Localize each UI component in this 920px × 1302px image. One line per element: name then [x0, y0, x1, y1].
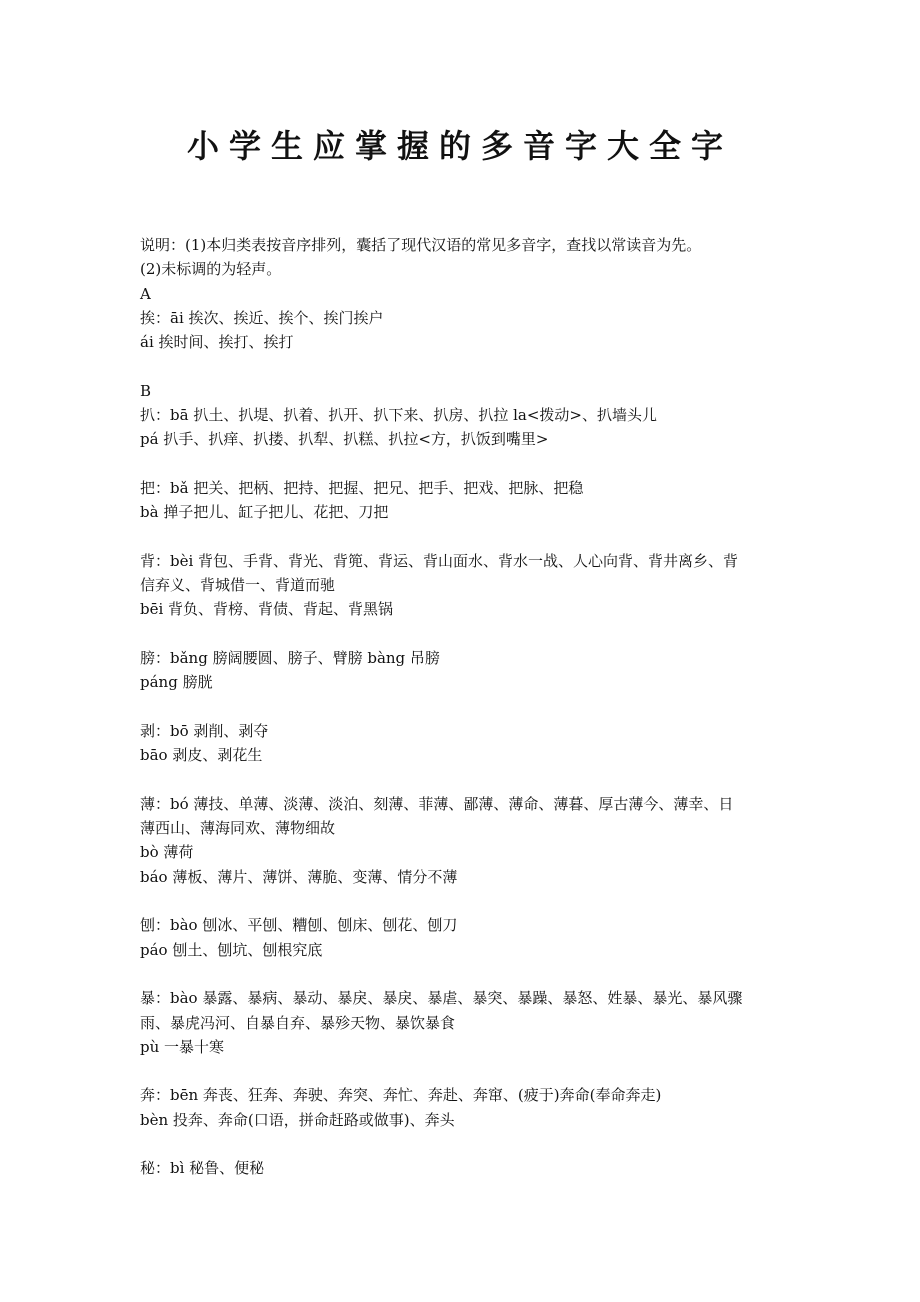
entry-line: pá 扒手、扒痒、扒搂、扒犁、扒糕、扒拉<方，扒饭到嘴里>	[140, 430, 549, 449]
entry-line: bèn 投奔、奔命(口语，拼命赶路或做事)、奔头	[140, 1110, 455, 1129]
entry-line: 薄：bó 薄技、单薄、淡薄、淡泊、刻薄、菲薄、鄙薄、薄命、薄暮、厚古薄今、薄幸、日	[140, 794, 734, 813]
entry-line: 奔：bēn 奔丧、狂奔、奔驶、奔突、奔忙、奔赴、奔窜、(疲于)奔命(奉命奔走)	[140, 1086, 662, 1105]
spacer	[140, 622, 800, 646]
entry-line: 挨：āi 挨次、挨近、挨个、挨门挨户	[140, 308, 384, 327]
section-letter-b: B	[140, 381, 152, 400]
spacer	[140, 1059, 800, 1083]
spacer	[140, 768, 800, 792]
entry-line: pù 一暴十寒	[140, 1037, 225, 1056]
entry-line: 信弃义、背城借一、背道而驰	[140, 576, 336, 595]
entry-line: bò 薄荷	[140, 843, 194, 862]
entry-line: 暴：bào 暴露、暴病、暴动、暴戾、暴戾、暴虐、暴突、暴躁、暴怒、姓暴、暴光、暴风骤	[140, 989, 743, 1008]
spacer	[140, 962, 800, 986]
entry-line: bà 掸子把儿、缸子把儿、花把、刀把	[140, 503, 389, 522]
spacer	[140, 452, 800, 476]
entry-line: ái 挨时间、挨打、挨打	[140, 333, 294, 352]
entry-line: 膀：bǎng 膀阔腰圆、膀子、臂膀 bàng 吊膀	[140, 649, 440, 668]
entry-line: bēi 背负、背榜、背债、背起、背黑锅	[140, 600, 394, 619]
entry-line: 薄西山、薄海同欢、薄物细故	[140, 819, 336, 838]
entry-line: 剥：bō 剥削、剥夺	[140, 721, 269, 740]
spacer	[140, 525, 800, 549]
entry-line: 秘：bì 秘鲁、便秘	[140, 1159, 265, 1178]
entry-line: 雨、暴虎冯河、自暴自弃、暴殄天物、暴饮暴食	[140, 1013, 456, 1032]
spacer	[140, 695, 800, 719]
spacer	[140, 889, 800, 913]
page-title: 小学生应掌握的多音字大全字	[186, 127, 733, 165]
intro-line: (2)未标调的为轻声。	[140, 260, 282, 279]
spacer	[140, 354, 800, 378]
entry-line: bāo 剥皮、剥花生	[140, 746, 263, 765]
entry-line: báo 薄板、薄片、薄饼、薄脆、变薄、情分不薄	[140, 867, 458, 886]
entry-line: 把：bǎ 把关、把柄、把持、把握、把兄、把手、把戏、把脉、把稳	[140, 478, 584, 497]
document-body	[140, 233, 800, 1181]
entry-line: páo 刨土、刨坑、刨根究底	[140, 940, 323, 959]
intro-line: 说明：(1)本归类表按音序排列，囊括了现代汉语的常见多音字，查找以常读音为先。	[140, 236, 702, 254]
spacer	[140, 1132, 800, 1156]
entry-line: 背：bèi 背包、手背、背光、背篼、背运、背山面水、背水一战、人心向背、背井离乡、背	[140, 551, 739, 570]
section-letter-a: A	[140, 284, 151, 303]
entry-line: páng 膀胱	[140, 673, 213, 692]
entry-line: 扒：bā 扒土、扒堤、扒着、扒开、扒下来、扒房、扒拉 la<拨动>、扒墙头儿	[140, 406, 657, 425]
entry-line: 刨：bào 刨冰、平刨、糟刨、刨床、刨花、刨刀	[140, 916, 458, 935]
